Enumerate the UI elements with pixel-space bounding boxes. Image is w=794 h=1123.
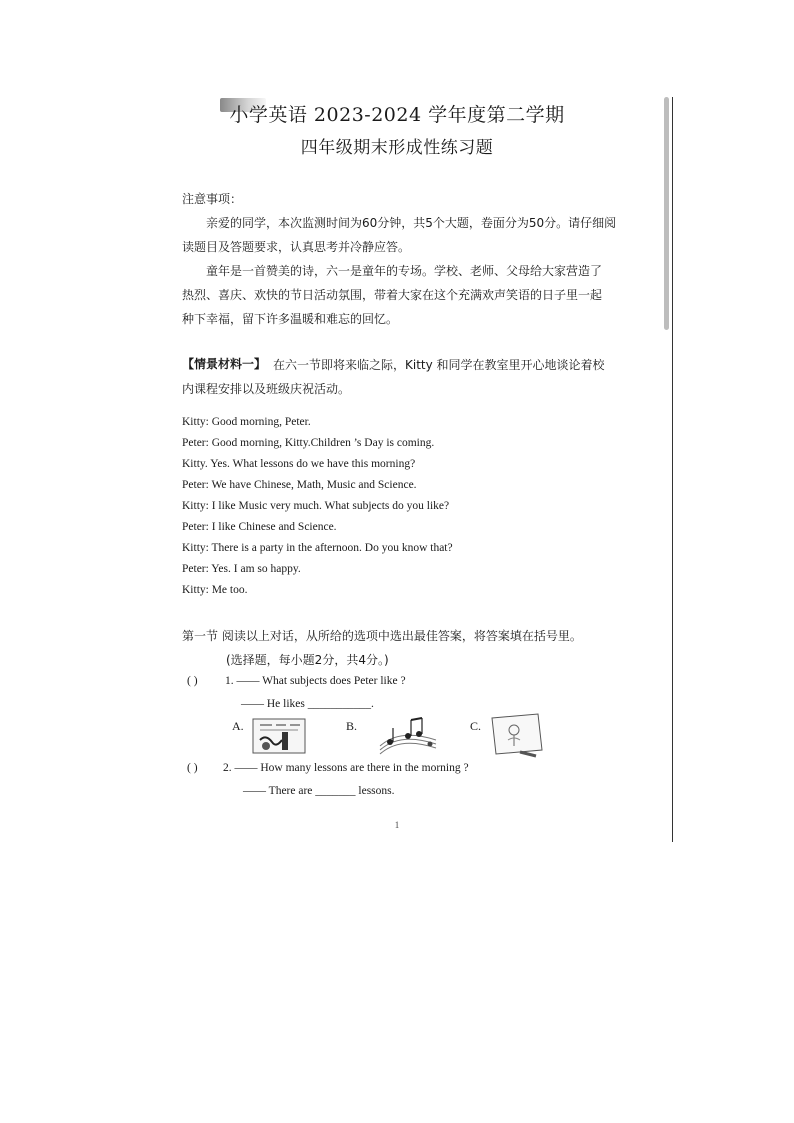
option-c-science-image bbox=[486, 712, 546, 760]
dialogue-line: Kitty. Yes. What lessons do we have this morning? bbox=[182, 458, 416, 470]
page-title: 小学英语 2023-2024 学年度第二学期 bbox=[229, 104, 565, 126]
notice-text: 亲爱的同学，本次监测时间为60分钟，共5个大题，卷面分为50分。请仔细阅 bbox=[206, 216, 617, 230]
option-a-chinese-calligraphy-image bbox=[252, 718, 306, 754]
answer-blank-q2[interactable]: ( ) bbox=[187, 762, 198, 774]
dialogue-line: Kitty: Me too. bbox=[182, 584, 248, 596]
notice-text: 种下幸福，留下许多温暖和难忘的回忆。 bbox=[182, 312, 399, 326]
question-1-answer: —— He likes ___________. bbox=[241, 698, 374, 710]
material-label: 【情景材料一】 bbox=[182, 357, 267, 371]
answer-blank-q1[interactable]: ( ) bbox=[187, 675, 198, 687]
page-subtitle: 四年级期末形成性练习题 bbox=[300, 138, 494, 158]
question-2: 2. —— How many lessons are there in the morning ? bbox=[223, 762, 469, 774]
option-b-music-notes-image bbox=[378, 712, 438, 760]
section-instruction: 第一节 阅读以上对话，从所给的选项中选出最佳答案，将答案填在括号里。 bbox=[182, 629, 582, 643]
dialogue-line: Kitty: There is a party in the afternoon. Do you know that? bbox=[182, 542, 453, 554]
question-2-answer: —— There are _______ lessons. bbox=[243, 785, 395, 797]
notice-text: 读题目及答题要求，认真思考并冷静应答。 bbox=[182, 240, 411, 254]
dialogue-line: Peter: I like Chinese and Science. bbox=[182, 521, 337, 533]
dialogue-line: Peter: Good morning, Kitty.Children ’s Day is coming. bbox=[182, 437, 435, 449]
question-1: 1. —— What subjects does Peter like ? bbox=[225, 675, 406, 687]
dialogue-line: Peter: We have Chinese, Math, Music and Science. bbox=[182, 479, 417, 491]
notice-heading: 注意事项： bbox=[182, 192, 243, 206]
page-edge-rule bbox=[672, 97, 673, 842]
dialogue-line: Kitty: I like Music very much. What subjects do you like? bbox=[182, 500, 450, 512]
option-b-label: B. bbox=[346, 719, 358, 733]
notice-text: 热烈、喜庆、欢快的节日活动氛围，带着大家在这个充满欢声笑语的日子里一起 bbox=[182, 288, 603, 302]
option-a-label: A. bbox=[232, 719, 244, 733]
scrollbar[interactable] bbox=[664, 97, 670, 842]
dialogue-line: Peter: Yes. I am so happy. bbox=[182, 563, 301, 575]
material-text: 在六一节即将来临之际，Kitty 和同学在教室里开心地谈论着校 bbox=[273, 358, 605, 372]
page-number: 1 bbox=[394, 820, 400, 830]
scrollbar-thumb[interactable] bbox=[664, 97, 669, 330]
dialogue-line: Kitty: Good morning, Peter. bbox=[182, 416, 311, 428]
option-c-label: C. bbox=[470, 719, 482, 733]
notice-text: 童年是一首赞美的诗，六一是童年的专场。学校、老师、父母给大家营造了 bbox=[206, 264, 603, 278]
section-note: (选择题，每小题2分，共4分。) bbox=[226, 653, 389, 667]
material-text: 内课程安排以及班级庆祝活动。 bbox=[182, 382, 351, 396]
